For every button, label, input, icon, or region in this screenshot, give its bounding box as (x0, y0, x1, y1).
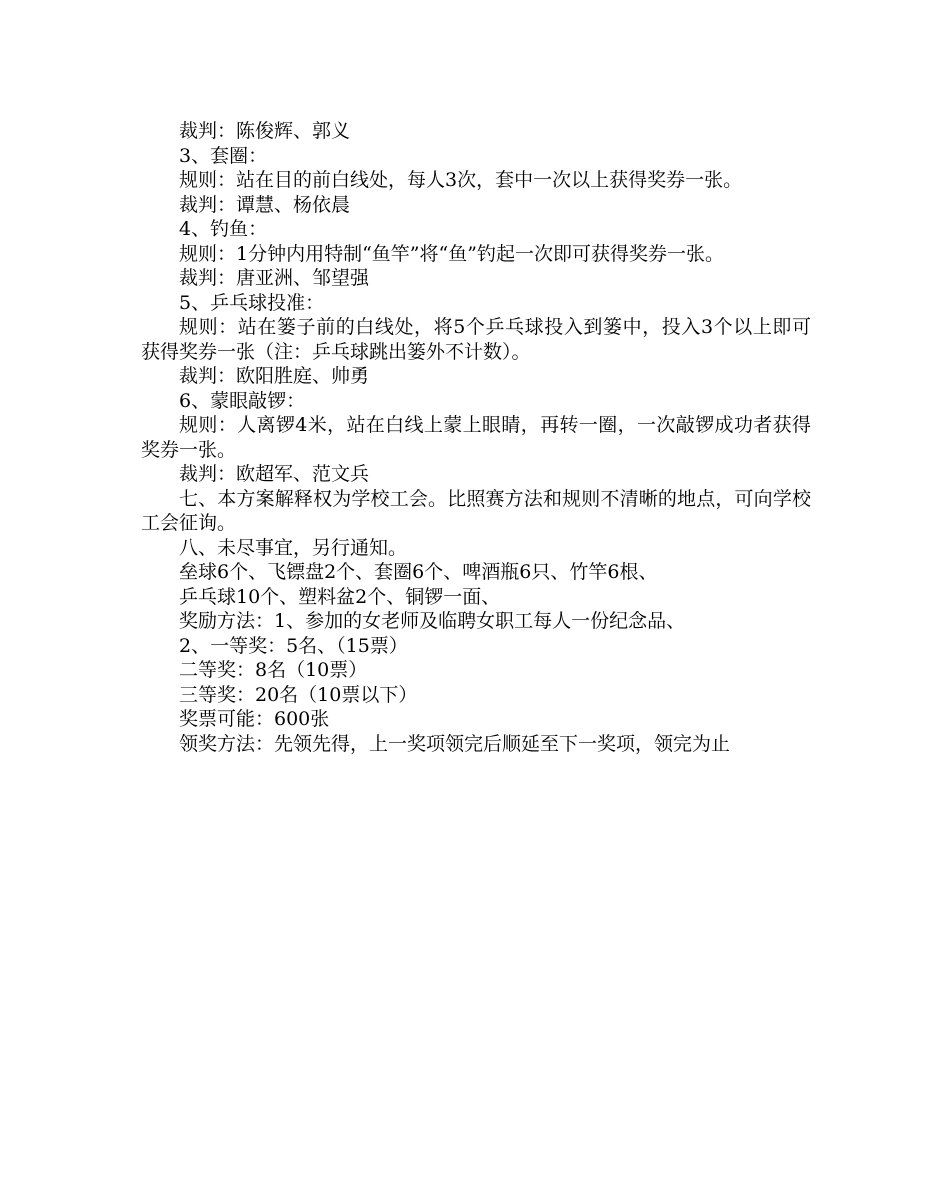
paragraph-third-prize: 三等奖：20名（10票以下） (179, 683, 418, 706)
paragraph-rewards: 奖励方法：1、参加的女老师及临聘女职工每人一份纪念品、 (179, 610, 686, 632)
paragraph-ring-toss-rule: 规则：站在目的前白线处，每人3次，套中一次以上获得奖券一张。 (179, 169, 743, 191)
paragraph-section-eight: 八、未尽事宜，另行通知。 (179, 536, 408, 559)
paragraph-first-prize: 2、一等奖：5名、（15票） (179, 634, 408, 657)
paragraph-claim-method: 领奖方法：先领先得，上一奖项领完后顺延至下一奖项，领完为止 (179, 732, 731, 755)
paragraph-equipment-2: 乒乓球10个、塑料盆2个、铜锣一面、 (179, 585, 501, 608)
paragraph-second-prize: 二等奖：8名（10票） (179, 659, 368, 681)
paragraph-gong-heading: 6、蒙眼敲锣： (179, 389, 306, 412)
paragraph-judges-1: 裁判：陈俊辉、郭义 (179, 120, 351, 142)
paragraph-pingpong-rule: 规则：站在篓子前的白线处，将5个乒乓球投入到篓中，投入3个以上即可获得奖券一张（注：乒乓球跳出篓外不计数）。 (141, 316, 811, 363)
paragraph-ticket-count: 奖票可能：600张 (179, 708, 330, 730)
paragraph-section-seven: 七、本方案解释权为学校工会。比照赛方法和规则不清晰的地点，可向学校工会征询。 (141, 487, 811, 534)
paragraph-judges-4: 裁判：欧阳胜庭、帅勇 (179, 365, 370, 387)
paragraph-judges-5: 裁判：欧超军、范文兵 (179, 463, 370, 485)
paragraph-equipment-1: 垒球6个、飞镖盘2个、套圈6个、啤酒瓶6只、竹竿6根、 (179, 561, 658, 583)
paragraph-pingpong-heading: 5、乒乓球投准： (179, 291, 325, 314)
paragraph-judges-2: 裁判：谭慧、杨依晨 (179, 193, 351, 216)
paragraph-judges-3: 裁判：唐亚洲、邹望强 (179, 267, 370, 289)
paragraph-fishing-rule: 规则：1分钟内用特制“鱼竿”将“鱼”钓起一次即可获得奖券一张。 (179, 242, 724, 265)
paragraph-fishing-heading: 4、钓鱼： (179, 218, 268, 240)
document-body (141, 119, 811, 756)
paragraph-ring-toss-heading: 3、套圈： (179, 144, 268, 167)
paragraph-gong-rule: 规则：人离锣4米，站在白线上蒙上眼睛，再转一圈，一次敲锣成功者获得奖券一张。 (141, 414, 811, 461)
